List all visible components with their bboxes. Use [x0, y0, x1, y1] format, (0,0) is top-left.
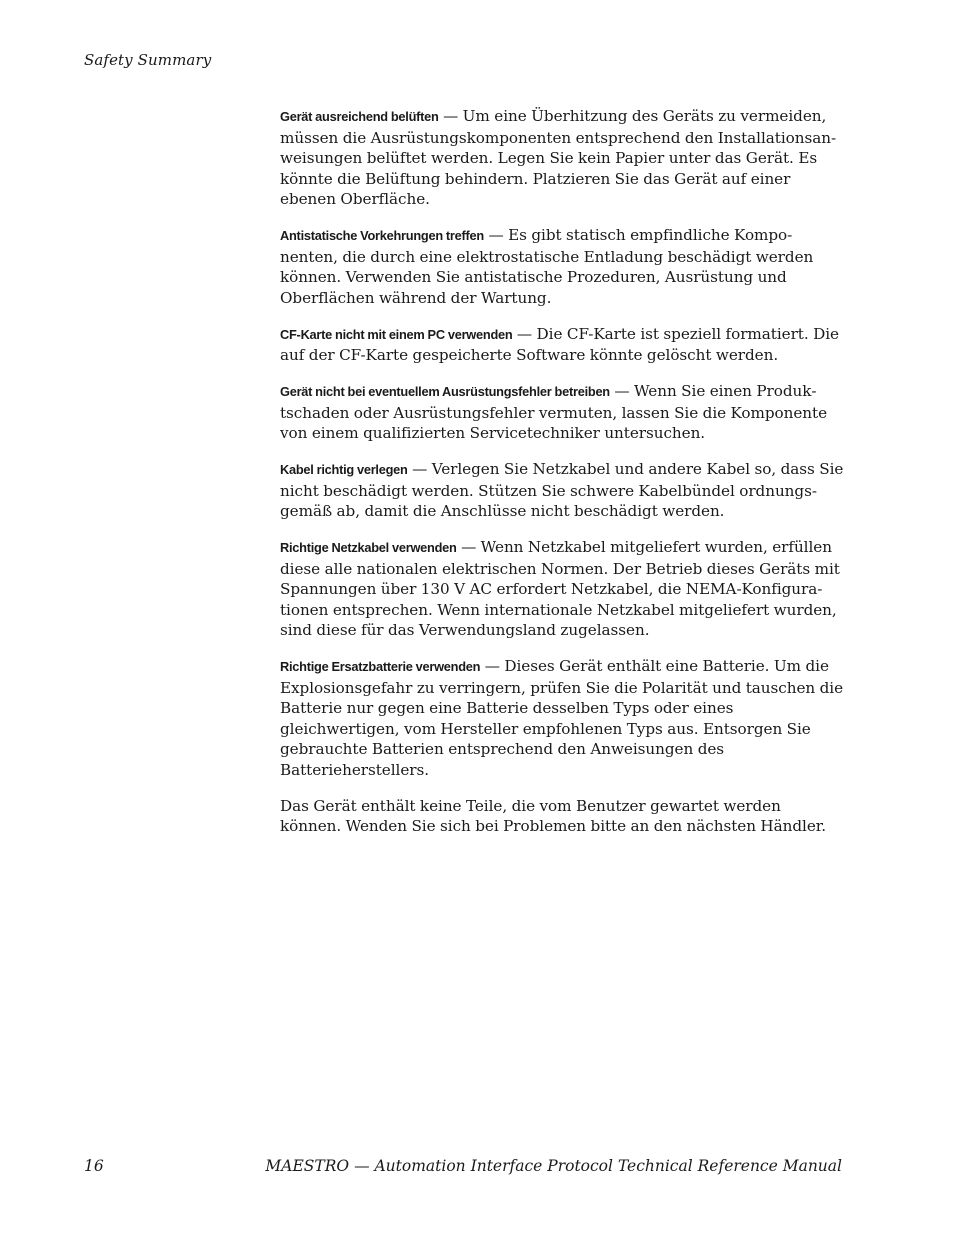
footer-document-title: MAESTRO — Automation Interface Protocol Technical Reference Manual	[265, 1157, 842, 1175]
paragraph-no-user-serviceable-parts: Das Gerät enthält keine Teile, die vom Benutzer gewartet werden können. Wenden Sie sich bei Problemen bitte an den nächsten Händler.	[280, 796, 827, 835]
paragraph-heading: Gerät ausreichend belüften	[280, 109, 439, 124]
paragraph-heading: Richtige Netzkabel verwenden	[280, 540, 457, 555]
running-header: Safety Summary	[84, 51, 212, 69]
paragraph-heading: Kabel richtig verlegen	[280, 462, 408, 477]
page-number: 16	[84, 1157, 104, 1175]
paragraph-body: — Es gibt statisch empfindliche Komponenten, die durch eine elektrostatische Entladung beschädigt werden können. Verwenden Sie antistatische Prozeduren, Ausrüstung und Oberflächen während der Wartung.	[280, 226, 814, 307]
paragraph-body: — Um eine Überhitzung des Geräts zu vermeiden, müssen die Ausrüstungskomponenten entsprechend den Installationsanweisungen belüftet werden. Legen Sie kein Papier unter das Gerät. Es könnte die Belüftung behindern. Platzieren Sie das Gerät auf einer ebenen Oberfläche.	[280, 107, 837, 208]
paragraph-cf-card	[280, 324, 844, 366]
paragraph-cable-routing	[280, 459, 844, 522]
paragraph-body: — Dieses Gerät enthält eine Batterie. Um die Explosionsgefahr zu verringern, prüfen Sie die Polarität und tauschen die Batterie nur gegen eine Batterie desselben Typs oder eines gleichwertigen, vom Hersteller empfohlenen Typs aus. Entsorgen Sie gebrauchte Batterien entsprechend den Anweisungen des Batterieherstellers.	[280, 657, 844, 779]
paragraph-power-cords	[280, 537, 844, 641]
paragraph-battery	[280, 656, 844, 780]
paragraph-ventilation	[280, 106, 844, 210]
paragraph-antistatic	[280, 225, 844, 308]
paragraph-body: — Die CF-Karte ist speziell formatiert. Die auf der CF-Karte gespeicherte Software könnte gelöscht werden.	[280, 324, 839, 364]
paragraph-body: — Wenn Netzkabel mitgeliefert wurden, erfüllen diese alle nationalen elektrischen Normen. Der Betrieb dieses Geräts mit Spannungen über 130 V AC erfordert Netzkabel, die NEMA-Konfigurationen entsprechen. Wenn internationale Netzkabel mitgeliefert wurden, sind diese für das Verwendungsland zugelassen.	[280, 538, 840, 639]
paragraph-heading: CF-Karte nicht mit einem PC verwenden	[280, 326, 513, 342]
paragraph-body: — Verlegen Sie Netzkabel und andere Kabel so, dass Sie nicht beschädigt werden. Stützen Sie schwere Kabelbündel ordnungsgemäß ab, damit die Anschlüsse nicht beschädigt werden.	[280, 460, 844, 520]
main-content	[280, 106, 844, 852]
paragraph-body: — Wenn Sie einen Produktschaden oder Ausrüstungsfehler vermuten, lassen Sie die Komponente von einem qualifizierten Servicetechniker untersuchen.	[280, 382, 828, 442]
paragraph-heading: Gerät nicht bei eventuellem Ausrüstungsfehler betreiben	[280, 384, 610, 399]
paragraph-heading: Antistatische Vorkehrungen treffen	[280, 228, 484, 243]
paragraph-equipment-fault	[280, 381, 844, 444]
paragraph-heading: Richtige Ersatzbatterie verwenden	[280, 659, 481, 674]
